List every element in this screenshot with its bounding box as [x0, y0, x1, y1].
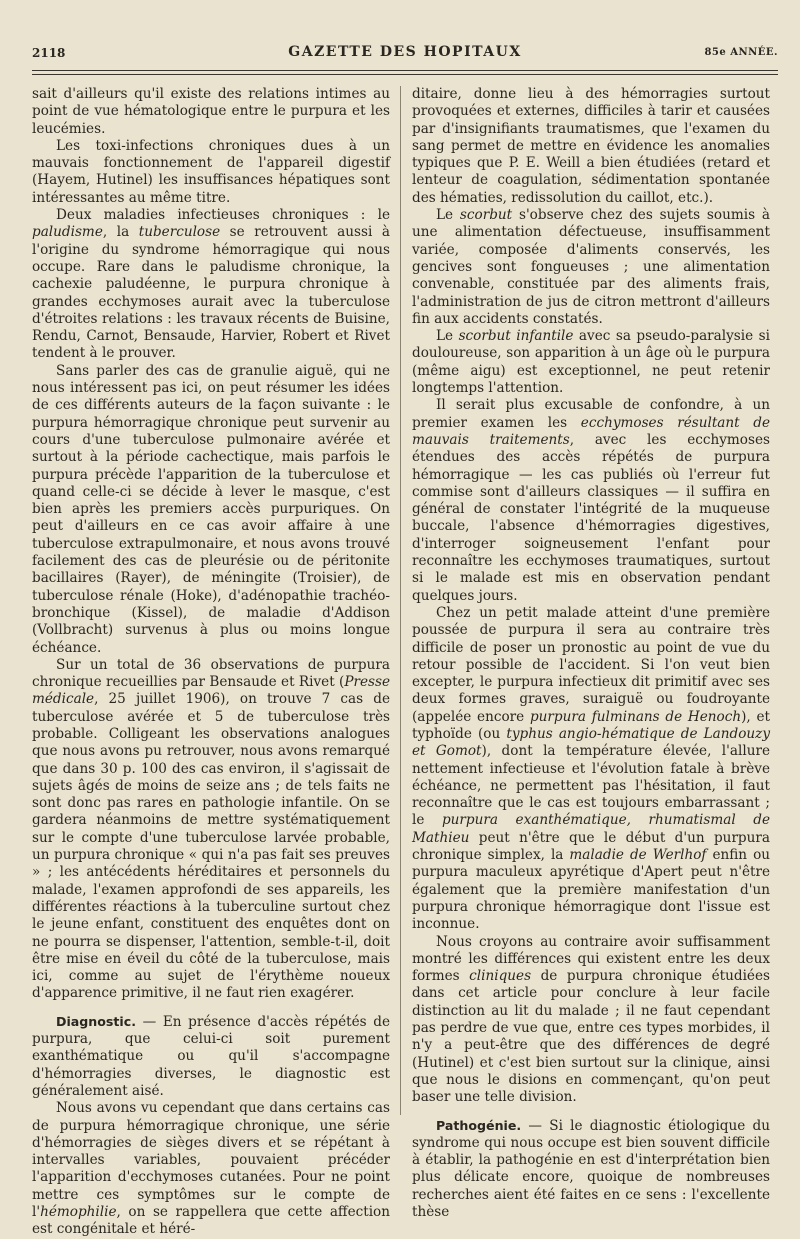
paragraph: Nous croyons au contraire avoir suffisamment montré les différences qui existent entre les deux formes cliniques de purpura chronique étudiées dans cet article pour conclure à leur facile distinction au lit du malade ; il ne faut cependant pas perdre de vue que, entre ces types morbides, il n'y a peut-être que des différences de degré (Hutinel) et c'est bien surtout sur la clinique, ainsi que nous le disions en commençant, qu'on peut baser une telle division.: [412, 933, 771, 1106]
paragraph: Sans parler des cas de granulie aiguë, qui ne nous intéressent pas ici, on peut résumer les idées de ces différents auteurs de la façon suivante : le purpura hémorragique chronique peut survenir au cours d'une tuberculose pulmonaire avérée et surtout à la période cachectique, mais parfois le purpura précède l'apparition de la tuberculose et quand celle-ci se décide à lever le masque, c'est bien après les premiers accès purpuriques. On peut d'ailleurs en ce cas avoir affaire à une tuberculose extrapulmonaire, et nous avons trouvé facilement des cas de pleurésie ou de péritonite bacillaires (Rayer), de méningite (Troisier), de tuberculose rénale (Hoke), d'adénopathie trachéo-bronchique (Kissel), de maladie d'Addison (Vollbracht) survenus à plus ou moins longue échéance.: [32, 362, 390, 656]
page-header: [32, 44, 778, 66]
left-column: [32, 86, 390, 1238]
header-rule-thick: [32, 70, 778, 71]
paragraph: Sur un total de 36 observations de purpura chronique recueillies par Bensaude et Rivet (Presse médicale, 25 juillet 1906), on trouve 7 cas de tuberculose avérée et 5 de tuberculose très probable. Colligeant les observations analogues que nous avons pu retrouver, nous avons remarqué que dans 30 p. 100 des cas environ, il s'agissait de sujets âgés de moins de seize ans ; de tels faits ne sont donc pas rares en pathologie infantile. On se gardera néanmoins de mettre systématiquement sur le compte d'une tuberculose larvée probable, un purpura chronique « qui n'a pas fait ses preuves » ; les antécédents héréditaires et personnels du malade, l'examen approfondi de ses appareils, les différentes réactions à la tuberculine surtout chez le jeune enfant, constituent des enquêtes dont on ne pourra se dispenser, l'attention, semble-t-il, doit être mise en éveil du côté de la tuberculose, mais ici, comme au sujet de l'érythème noueux d'apparence primitive, il ne faut rien exagérer.: [32, 656, 390, 1002]
paragraph: Diagnostic. — En présence d'accès répétés de purpura, que celui-ci soit purement exanthématique ou qu'il s'accompagne d'hémorragies diverses, le diagnostic est généralement aisé.: [32, 1013, 390, 1099]
paragraph: Le scorbut infantile avec sa pseudo-paralysie si douloureuse, son apparition à un âge où le purpura (même aigu) est exceptionnel, ne peut retenir longtemps l'attention.: [412, 328, 770, 397]
right-column: [412, 86, 771, 1220]
paragraph: Les toxi-infections chroniques dues à un mauvais fonctionnement de l'appareil digestif (Hayem, Hutinel) les insuffisances hépatiques sont intéressantes au même titre.: [32, 137, 390, 206]
paragraph: Le scorbut s'observe chez des sujets soumis à une alimentation défectueuse, insuffisamment variée, composée d'aliments conservés, les gencives sont fongueuses ; une alimentation convenable, constituée par des aliments frais, l'administration de jus de citron mettront d'ailleurs fin aux accidents constatés.: [412, 207, 770, 327]
journal-title: GAZETTE DES HOPITAUX: [288, 44, 522, 60]
paragraph: Il serait plus excusable de confondre, à un premier examen les ecchymoses résultant de mauvais traitements, avec les ecchymoses étendues des accès répétés de purpura hémorragique — les cas publiés où l'erreur fut commise sont d'ailleurs classiques — il suffira en général de constater l'intégrité de la muqueuse buccale, l'absence d'hémorragies digestives, d'interroger soigneusement l'enfant pour reconnaître les ecchymoses traumatiques, surtout si le malade est mis en observation pendant quelques jours.: [412, 397, 770, 604]
header-rule-thin: [32, 74, 778, 75]
column-divider: [400, 86, 401, 1115]
year-label: 85e ANNÉE.: [704, 47, 778, 58]
paragraph: Chez un petit malade atteint d'une première poussée de purpura il sera au contraire très difficile de poser un pronostic au point de vue du retour possible de l'accident. Si l'on veut bien excepter, le purpura infectieux dit primitif avec ses deux formes graves, suraiguë ou foudroyante (appelée encore purpura fulminans de Henoch), et typhoïde (ou typhus angio-hématique de Landouzy et Gomot), dont la température élevée, l'allure nettement infectieuse et l'évolution fatale à brève échéance, ne permettent pas l'hésitation, il faut reconnaître que le cas est toujours embarrassant ; le purpura exanthématique, rhumatismal de Mathieu peut n'être que le début d'un purpura chronique simplex, la maladie de Werlhof enfin ou purpura maculeux apyrétique d'Apert peut n'être également que la première manifestation d'un purpura chronique hémorragique dont l'issue est inconnue.: [412, 604, 771, 933]
paragraph: Pathogénie. — Si le diagnostic étiologique du syndrome qui nous occupe est bien souvent difficile à établir, la pathogénie en est d'interprétation bien plus délicate encore, quoique de nombreuses recherches aient été faites en ce sens : l'excellente thèse: [412, 1117, 770, 1220]
page-number: 2118: [32, 46, 66, 60]
paragraph: sait d'ailleurs qu'il existe des relations intimes au point de vue hématologique entre le purpura et les leucémies.: [32, 86, 390, 137]
paragraph: Deux maladies infectieuses chroniques : le paludisme, la tuberculose se retrouvent aussi à l'origine du syndrome hémorragique qui nous occupe. Rare dans le paludisme chronique, la cachexie paludéenne, le purpura chronique à grandes ecchymoses aurait avec la tuberculose d'étroites relations : les travaux récents de Buisine, Rendu, Carnot, Bensaude, Harvier, Robert et Rivet tendent à le prouver.: [32, 207, 390, 362]
paragraph: Nous avons vu cependant que dans certains cas de purpura hémorragique chronique, une série d'hémorragies de sièges divers et se répétant à intervalles variables, pouvaient précéder l'apparition d'ecchymoses cutanées. Pour ne point mettre ces symptômes sur le compte de l'hémophilie, on se rappellera que cette affection est congénitale et héré-: [32, 1100, 390, 1238]
paragraph: ditaire, donne lieu à des hémorragies surtout provoquées et externes, difficiles à tarir et causées par d'insignifiants traumatismes, que l'examen du sang permet de mettre en évidence les anomalies typiques que P. E. Weill a bien étudiées (retard et lenteur de coagulation, sédimentation spontanée des hématies, redissolution du caillot, etc.).: [412, 86, 770, 206]
